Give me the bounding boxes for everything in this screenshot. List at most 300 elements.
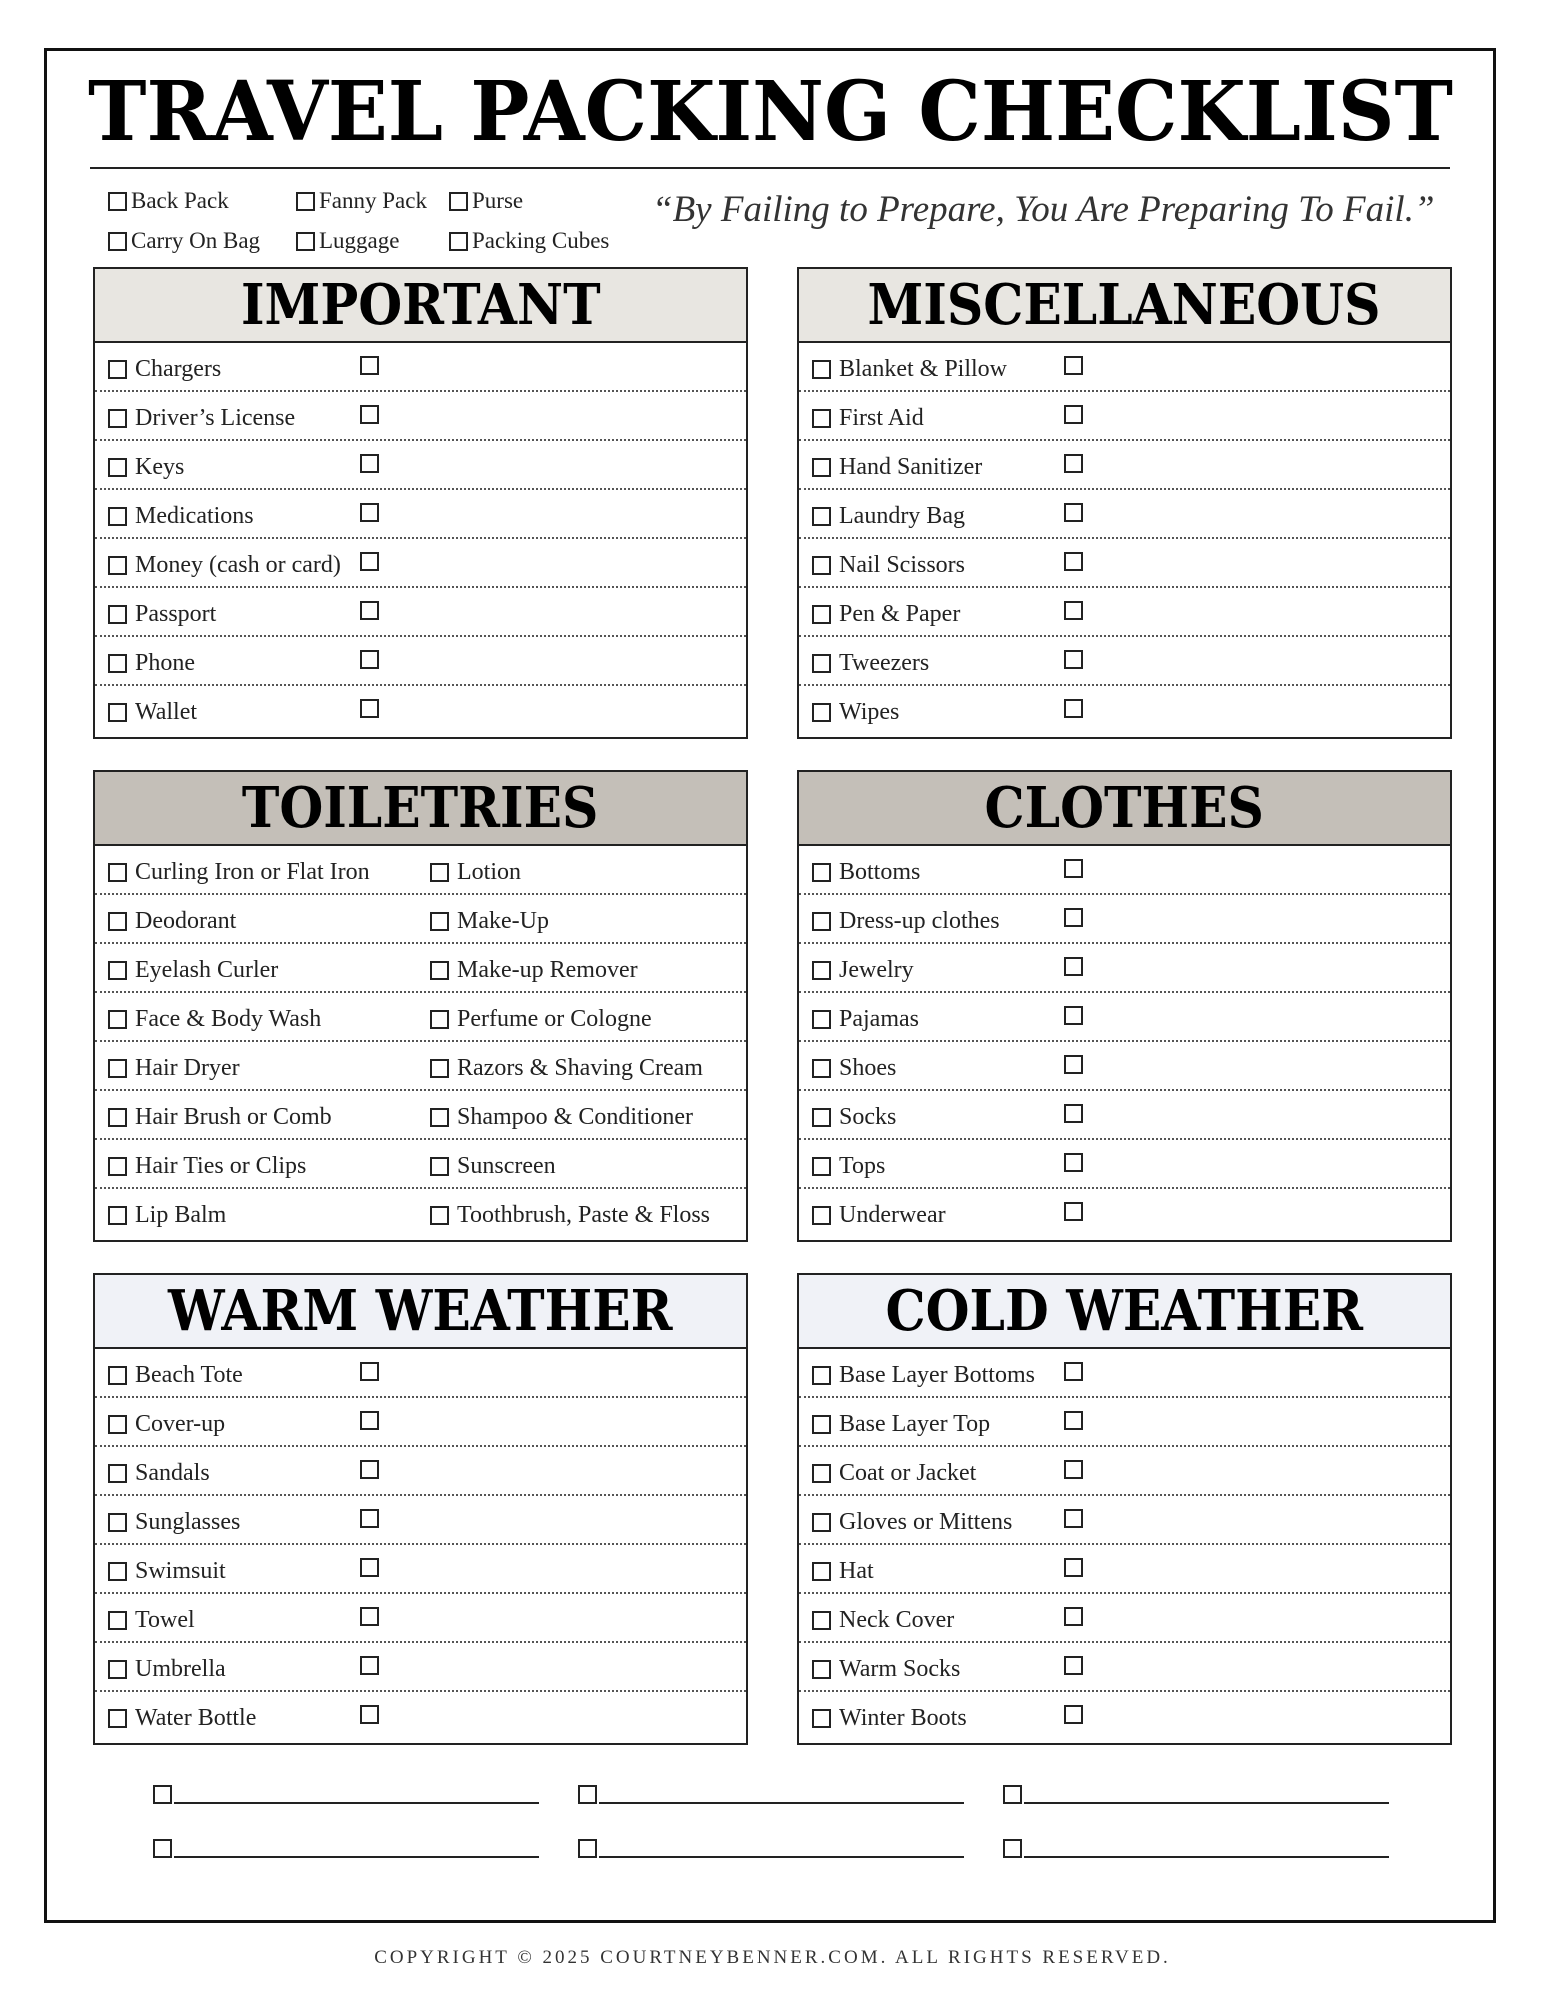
checklist-row: [95, 637, 746, 686]
item-label: Shampoo & Conditioner: [457, 1104, 693, 1130]
checkbox[interactable]: [430, 1157, 449, 1176]
checklist-item[interactable]: [812, 1607, 954, 1634]
blank-entry[interactable]: [578, 1830, 964, 1858]
checkbox[interactable]: [108, 360, 127, 379]
checklist-item[interactable]: [108, 1607, 195, 1634]
checkbox[interactable]: [153, 1839, 172, 1858]
item-label: Chargers: [135, 356, 222, 382]
checklist-row: [799, 686, 1450, 735]
checkbox[interactable]: [812, 1464, 831, 1483]
checkbox[interactable]: [1064, 1411, 1083, 1430]
section-cold-weather: [797, 1273, 1452, 1745]
checklist-item[interactable]: [108, 957, 278, 984]
checkbox[interactable]: [812, 556, 831, 575]
section-title: CLOTHES: [984, 775, 1265, 841]
checkbox[interactable]: [108, 1206, 127, 1225]
checkbox[interactable]: [812, 1513, 831, 1532]
bag-label: Luggage: [319, 228, 400, 253]
checkbox[interactable]: [578, 1839, 597, 1858]
checklist-item[interactable]: [812, 957, 914, 984]
checklist-row: [799, 1692, 1450, 1741]
checklist-row: [95, 1189, 746, 1238]
checkbox[interactable]: [360, 1705, 379, 1724]
item-label: Toothbrush, Paste & Floss: [457, 1202, 711, 1228]
checklist-item[interactable]: [1064, 1153, 1083, 1172]
checklist-item[interactable]: [360, 503, 379, 522]
item-list: [799, 343, 1450, 735]
checklist-item[interactable]: [360, 356, 379, 375]
item-label: Sunscreen: [457, 1153, 556, 1179]
checkbox[interactable]: [1064, 601, 1083, 620]
checklist-item[interactable]: [1064, 552, 1083, 571]
checklist-row: [799, 1496, 1450, 1545]
checkbox[interactable]: [108, 1611, 127, 1630]
checklist-item[interactable]: [360, 1362, 379, 1381]
item-label: Tops: [839, 1153, 886, 1179]
checklist-item[interactable]: [1064, 1411, 1083, 1430]
checkbox[interactable]: [1064, 552, 1083, 571]
checklist-item[interactable]: [360, 1607, 379, 1626]
checkbox[interactable]: [1064, 957, 1083, 976]
checkbox[interactable]: [108, 1464, 127, 1483]
checklist-row: [799, 588, 1450, 637]
checkbox[interactable]: [812, 1660, 831, 1679]
checkbox[interactable]: [296, 192, 315, 211]
checklist-item[interactable]: [812, 650, 929, 677]
item-label: Driver’s License: [135, 405, 296, 431]
checkbox[interactable]: [812, 605, 831, 624]
checkbox[interactable]: [1064, 1509, 1083, 1528]
checkbox[interactable]: [430, 1108, 449, 1127]
checklist-item[interactable]: [1064, 503, 1083, 522]
checkbox[interactable]: [430, 1010, 449, 1029]
checkbox[interactable]: [360, 1362, 379, 1381]
checkbox[interactable]: [108, 556, 127, 575]
checklist-item[interactable]: [108, 1411, 225, 1438]
checklist-item[interactable]: [108, 1202, 226, 1229]
checklist-row: [799, 993, 1450, 1042]
checklist-item[interactable]: [1064, 1607, 1083, 1626]
write-in-line[interactable]: [174, 1802, 539, 1804]
checklist-item[interactable]: [430, 1006, 652, 1033]
checklist-item[interactable]: [1064, 1558, 1083, 1577]
checklist-item[interactable]: [812, 454, 982, 481]
checklist-item[interactable]: [108, 1558, 226, 1585]
item-label: Bottoms: [839, 859, 921, 885]
checklist-item[interactable]: [1064, 1006, 1083, 1025]
checklist-item[interactable]: [1064, 1705, 1083, 1724]
checkbox[interactable]: [1064, 699, 1083, 718]
checkbox[interactable]: [360, 552, 379, 571]
page-title: TRAVEL PACKING CHECKLIST: [88, 64, 1453, 160]
copyright-footer: COPYRIGHT © 2025 COURTNEYBENNER.COM. ALL RIGHTS RESERVED.: [374, 1947, 1171, 1968]
item-label: Deodorant: [135, 908, 237, 934]
item-label: Gloves or Mittens: [839, 1509, 1013, 1535]
checkbox[interactable]: [812, 1157, 831, 1176]
item-label: Pen & Paper: [839, 601, 961, 627]
bag-option-fanny-pack[interactable]: [296, 188, 427, 214]
checkbox[interactable]: [1064, 1055, 1083, 1074]
checklist-item[interactable]: [1064, 1656, 1083, 1675]
checkbox[interactable]: [1064, 356, 1083, 375]
checklist-item[interactable]: [108, 859, 370, 886]
checkbox[interactable]: [360, 1607, 379, 1626]
checkbox[interactable]: [430, 961, 449, 980]
checkbox[interactable]: [1064, 1607, 1083, 1626]
item-label: Coat or Jacket: [839, 1460, 977, 1486]
item-list: [95, 846, 746, 1238]
checklist-item[interactable]: [812, 1509, 1012, 1536]
section-warm-weather: [93, 1273, 748, 1745]
checklist-row: [95, 1594, 746, 1643]
item-label: Hair Brush or Comb: [135, 1104, 332, 1130]
checklist-item[interactable]: [360, 405, 379, 424]
section-header: [799, 269, 1450, 343]
checklist-item[interactable]: [108, 1362, 243, 1389]
checkbox[interactable]: [360, 1558, 379, 1577]
title-divider: [90, 167, 1450, 169]
checkbox[interactable]: [1064, 650, 1083, 669]
checklist-item[interactable]: [1064, 1509, 1083, 1528]
checkbox[interactable]: [108, 1157, 127, 1176]
checklist-row: [95, 686, 746, 735]
checklist-row: [95, 1140, 746, 1189]
checklist-item[interactable]: [360, 1460, 379, 1479]
checkbox[interactable]: [812, 360, 831, 379]
checklist-item[interactable]: [108, 908, 236, 935]
checklist-item[interactable]: [108, 1460, 210, 1487]
checklist-item[interactable]: [360, 1558, 379, 1577]
checklist-item[interactable]: [812, 1362, 1035, 1389]
checklist-row: [95, 1091, 746, 1140]
checkbox[interactable]: [108, 507, 127, 526]
checklist-item[interactable]: [1064, 1460, 1083, 1479]
checkbox[interactable]: [449, 232, 468, 251]
item-label: Lotion: [457, 859, 521, 885]
checklist-item[interactable]: [108, 405, 295, 432]
checklist-row: [799, 1643, 1450, 1692]
item-label: Wipes: [839, 699, 900, 725]
checkbox[interactable]: [1064, 908, 1083, 927]
checklist-item[interactable]: [812, 1202, 946, 1229]
checklist-item[interactable]: [812, 356, 1007, 383]
checklist-item[interactable]: [1064, 908, 1083, 927]
checkbox[interactable]: [1003, 1839, 1022, 1858]
item-label: Water Bottle: [135, 1705, 257, 1731]
checkbox[interactable]: [108, 1660, 127, 1679]
checkbox[interactable]: [108, 458, 127, 477]
checklist-row: [799, 637, 1450, 686]
checkbox[interactable]: [1064, 1362, 1083, 1381]
checkbox[interactable]: [812, 961, 831, 980]
item-label: Umbrella: [135, 1656, 226, 1682]
blank-entry[interactable]: [153, 1830, 539, 1858]
checkbox[interactable]: [1003, 1785, 1022, 1804]
checkbox[interactable]: [108, 605, 127, 624]
checklist-item[interactable]: [812, 405, 924, 432]
quote: “By Failing to Prepare, You Are Preparing To Fail.”: [652, 189, 1435, 230]
checklist-item[interactable]: [360, 650, 379, 669]
item-list: [95, 1349, 746, 1741]
checklist-item[interactable]: [812, 1411, 990, 1438]
section-important: [93, 267, 748, 739]
checklist-row: [95, 441, 746, 490]
checklist-item[interactable]: [812, 1705, 967, 1732]
item-label: Nail Scissors: [839, 552, 965, 578]
checkbox[interactable]: [430, 1206, 449, 1225]
checkbox[interactable]: [360, 1656, 379, 1675]
checkbox[interactable]: [360, 1460, 379, 1479]
bag-option-back-pack[interactable]: [108, 188, 229, 214]
checklist-item[interactable]: [430, 859, 521, 886]
checklist-item[interactable]: [1064, 859, 1083, 878]
item-label: Hair Dryer: [135, 1055, 240, 1081]
checkbox[interactable]: [1064, 1202, 1083, 1221]
checklist-item[interactable]: [108, 1705, 256, 1732]
checklist-item[interactable]: [360, 1705, 379, 1724]
checkbox[interactable]: [108, 1108, 127, 1127]
checklist-item[interactable]: [1064, 699, 1083, 718]
item-label: Face & Body Wash: [135, 1006, 322, 1032]
checklist-item[interactable]: [812, 908, 1000, 935]
checkbox[interactable]: [108, 1513, 127, 1532]
item-label: Wallet: [135, 699, 198, 725]
item-list: [799, 1349, 1450, 1741]
blank-entry[interactable]: [1003, 1830, 1389, 1858]
checklist-item[interactable]: [108, 1055, 240, 1082]
item-label: Eyelash Curler: [135, 957, 279, 983]
item-label: Money (cash or card): [135, 552, 341, 578]
checkbox[interactable]: [108, 961, 127, 980]
checkbox[interactable]: [430, 912, 449, 931]
item-label: Medications: [135, 503, 254, 529]
section-title: IMPORTANT: [240, 272, 601, 338]
item-label: Winter Boots: [839, 1705, 967, 1731]
checklist-item[interactable]: [1064, 405, 1083, 424]
checkbox[interactable]: [108, 192, 127, 211]
checkbox[interactable]: [108, 232, 127, 251]
checklist-row: [95, 944, 746, 993]
checkbox[interactable]: [1064, 503, 1083, 522]
section-header: [95, 269, 746, 343]
checkbox[interactable]: [430, 1059, 449, 1078]
bag-label: Packing Cubes: [472, 228, 610, 253]
checkbox[interactable]: [108, 863, 127, 882]
section-title: WARM WEATHER: [168, 1278, 673, 1344]
checkbox[interactable]: [108, 654, 127, 673]
checklist-item[interactable]: [108, 356, 221, 383]
checkbox[interactable]: [812, 1415, 831, 1434]
checklist-item[interactable]: [812, 503, 965, 530]
checklist-item[interactable]: [430, 1202, 710, 1229]
checklist-item[interactable]: [108, 1509, 240, 1536]
checklist-item[interactable]: [108, 552, 341, 579]
checklist-item[interactable]: [1064, 1104, 1083, 1123]
checkbox[interactable]: [360, 454, 379, 473]
checklist-item[interactable]: [1064, 957, 1083, 976]
checklist-row: [799, 1398, 1450, 1447]
item-label: Hand Sanitizer: [839, 454, 983, 480]
checklist-item[interactable]: [1064, 454, 1083, 473]
item-label: Laundry Bag: [839, 503, 965, 529]
checklist-item[interactable]: [812, 859, 920, 886]
checkbox[interactable]: [360, 356, 379, 375]
checkbox[interactable]: [1064, 1104, 1083, 1123]
checkbox[interactable]: [108, 1010, 127, 1029]
checklist-item[interactable]: [812, 1460, 976, 1487]
checkbox[interactable]: [108, 1366, 127, 1385]
checklist-item[interactable]: [108, 650, 195, 677]
item-label: First Aid: [839, 405, 924, 431]
checkbox[interactable]: [1064, 1006, 1083, 1025]
checklist-item[interactable]: [108, 699, 197, 726]
item-label: Jewelry: [839, 957, 914, 983]
checkbox[interactable]: [108, 1059, 127, 1078]
checklist-item[interactable]: [812, 1104, 896, 1131]
checklist-item[interactable]: [360, 601, 379, 620]
checklist-item[interactable]: [812, 1656, 960, 1683]
checkbox[interactable]: [812, 863, 831, 882]
checklist-item[interactable]: [108, 454, 184, 481]
checkbox[interactable]: [812, 1366, 831, 1385]
checkbox[interactable]: [360, 650, 379, 669]
checklist-row: [95, 539, 746, 588]
blank-entry[interactable]: [1003, 1776, 1389, 1804]
bag-option-purse[interactable]: [449, 188, 523, 214]
checkbox[interactable]: [1064, 1153, 1083, 1172]
checkbox[interactable]: [1064, 1656, 1083, 1675]
section-toiletries: [93, 770, 748, 1242]
checklist-item[interactable]: [108, 1104, 332, 1131]
checklist-item[interactable]: [108, 601, 216, 628]
checkbox[interactable]: [812, 1206, 831, 1225]
checkbox[interactable]: [1064, 454, 1083, 473]
checklist-item[interactable]: [430, 908, 549, 935]
checklist-item[interactable]: [1064, 356, 1083, 375]
section-title: TOILETRIES: [242, 775, 599, 841]
checklist-item[interactable]: [108, 1656, 226, 1683]
bag-label: Purse: [472, 188, 524, 213]
checkbox[interactable]: [1064, 1705, 1083, 1724]
checkbox[interactable]: [360, 601, 379, 620]
write-in-line[interactable]: [174, 1856, 539, 1858]
checkbox[interactable]: [812, 1611, 831, 1630]
checkbox[interactable]: [578, 1785, 597, 1804]
checklist-item[interactable]: [812, 699, 899, 726]
checkbox[interactable]: [812, 703, 831, 722]
checklist-item[interactable]: [1064, 601, 1083, 620]
checklist-row: [95, 1496, 746, 1545]
checkbox[interactable]: [812, 912, 831, 931]
checkbox[interactable]: [812, 654, 831, 673]
checkbox[interactable]: [108, 409, 127, 428]
checklist-row: [799, 490, 1450, 539]
checkbox[interactable]: [812, 1108, 831, 1127]
checkbox[interactable]: [360, 699, 379, 718]
write-in-line[interactable]: [599, 1856, 964, 1858]
checklist-item[interactable]: [812, 1153, 885, 1180]
checklist-item[interactable]: [108, 503, 254, 530]
checklist-item[interactable]: [1064, 650, 1083, 669]
checkbox[interactable]: [153, 1785, 172, 1804]
checklist-item[interactable]: [812, 601, 960, 628]
checklist-item[interactable]: [430, 1055, 703, 1082]
section-title: COLD WEATHER: [885, 1278, 1364, 1344]
checkbox[interactable]: [812, 507, 831, 526]
checkbox[interactable]: [360, 1509, 379, 1528]
checkbox[interactable]: [108, 1415, 127, 1434]
checklist-item[interactable]: [108, 1153, 306, 1180]
blank-entry[interactable]: [578, 1776, 964, 1804]
checklist-item[interactable]: [1064, 1055, 1083, 1074]
checklist-row: [95, 993, 746, 1042]
checkbox[interactable]: [1064, 859, 1083, 878]
checklist-item[interactable]: [812, 1055, 896, 1082]
section-header: [799, 1275, 1450, 1349]
checklist-item[interactable]: [360, 1656, 379, 1675]
checkbox[interactable]: [360, 405, 379, 424]
write-in-line[interactable]: [599, 1802, 964, 1804]
checklist-row: [799, 1594, 1450, 1643]
item-label: Neck Cover: [839, 1607, 955, 1633]
checkbox[interactable]: [1064, 1460, 1083, 1479]
write-in-line[interactable]: [1024, 1802, 1389, 1804]
checkbox[interactable]: [108, 1709, 127, 1728]
checkbox[interactable]: [360, 503, 379, 522]
blank-entry[interactable]: [153, 1776, 539, 1804]
checkbox[interactable]: [812, 1059, 831, 1078]
checklist-item[interactable]: [360, 1509, 379, 1528]
write-in-line[interactable]: [1024, 1856, 1389, 1858]
checkbox[interactable]: [812, 409, 831, 428]
checkbox[interactable]: [812, 1562, 831, 1581]
checkbox[interactable]: [108, 912, 127, 931]
checklist-row: [799, 1091, 1450, 1140]
bag-option-luggage[interactable]: [296, 228, 399, 254]
checklist-item[interactable]: [812, 552, 965, 579]
section-clothes: [797, 770, 1452, 1242]
checklist-item[interactable]: [360, 699, 379, 718]
checklist-item[interactable]: [360, 454, 379, 473]
checklist-row: [95, 1349, 746, 1398]
checkbox[interactable]: [360, 1411, 379, 1430]
checklist-item[interactable]: [108, 1006, 321, 1033]
checkbox[interactable]: [1064, 1558, 1083, 1577]
checkbox[interactable]: [812, 1709, 831, 1728]
checkbox[interactable]: [1064, 405, 1083, 424]
checklist-row: [799, 1545, 1450, 1594]
checklist-item[interactable]: [430, 1153, 556, 1180]
checklist-item[interactable]: [812, 1006, 919, 1033]
checklist-item[interactable]: [1064, 1362, 1083, 1381]
checklist-item[interactable]: [430, 1104, 693, 1131]
bag-option-packing-cubes[interactable]: [449, 228, 609, 254]
checklist-row: [799, 895, 1450, 944]
checkbox[interactable]: [812, 1010, 831, 1029]
checkbox[interactable]: [812, 458, 831, 477]
checklist-item[interactable]: [1064, 1202, 1083, 1221]
checkbox[interactable]: [449, 192, 468, 211]
checklist-item[interactable]: [360, 552, 379, 571]
bag-option-carry-on-bag[interactable]: [108, 228, 260, 254]
checkbox[interactable]: [108, 703, 127, 722]
checkbox[interactable]: [296, 232, 315, 251]
checklist-item[interactable]: [360, 1411, 379, 1430]
checkbox[interactable]: [430, 863, 449, 882]
checklist-item[interactable]: [430, 957, 638, 984]
checklist-item[interactable]: [812, 1558, 874, 1585]
checkbox[interactable]: [108, 1562, 127, 1581]
